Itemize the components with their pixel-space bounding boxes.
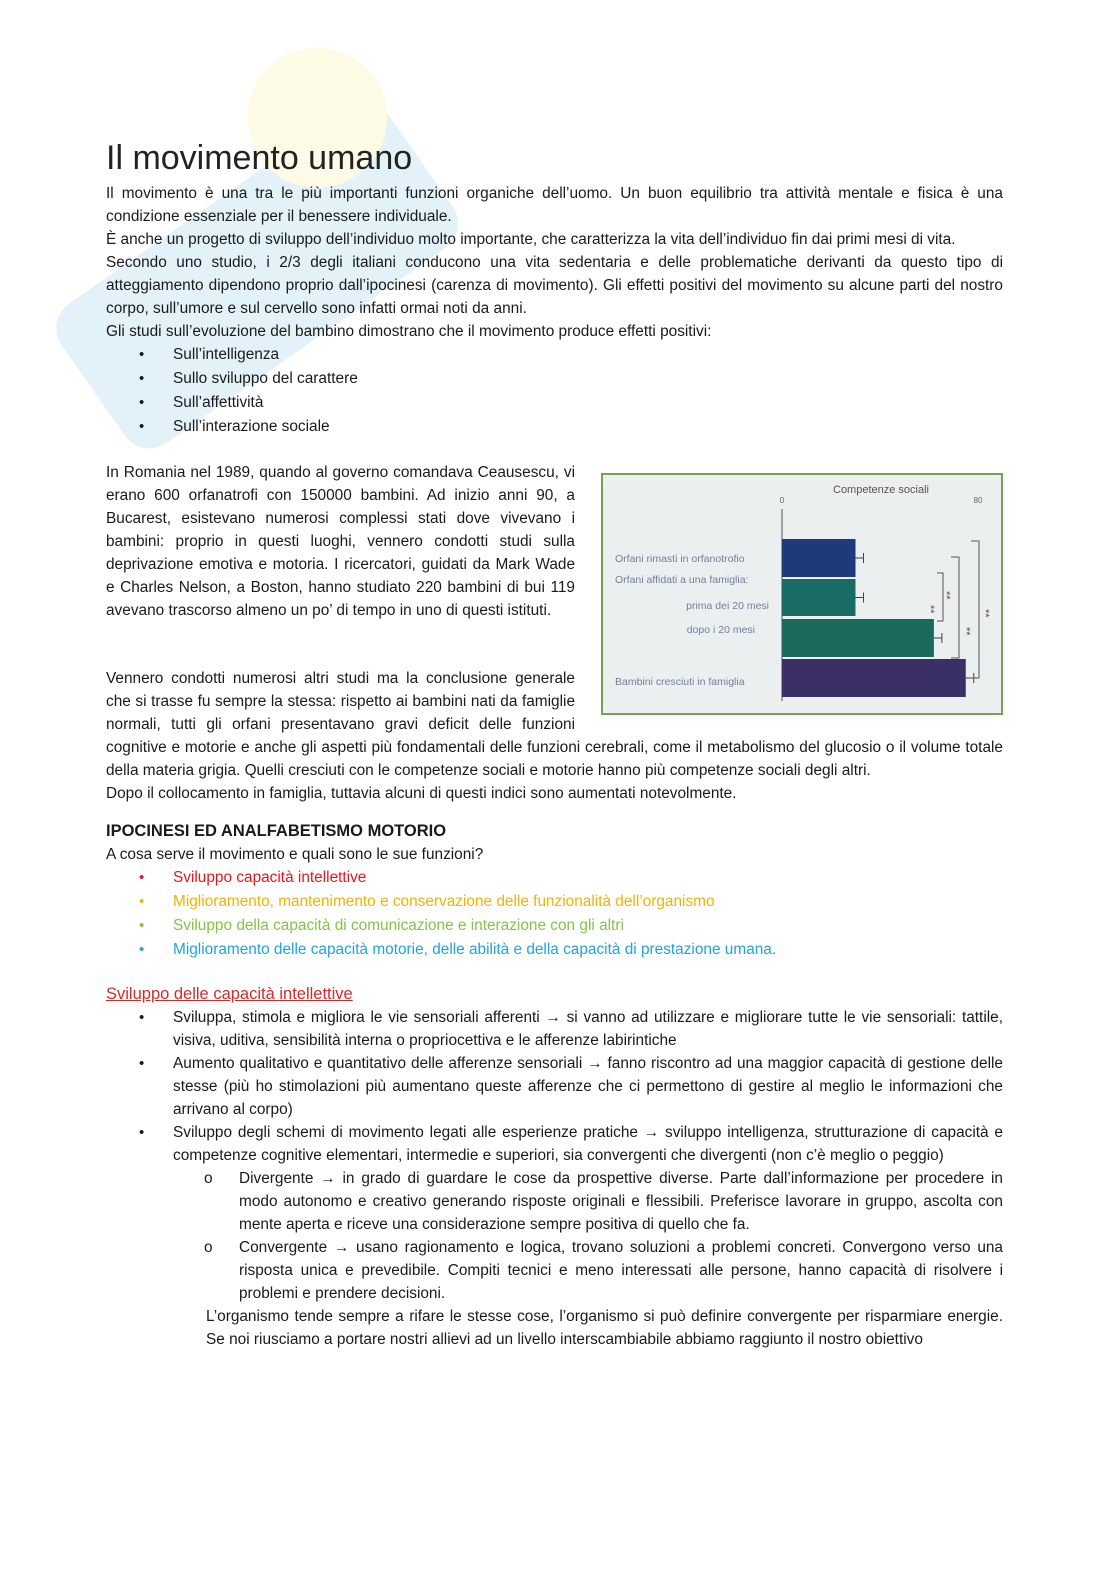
intro-paragraph: È anche un progetto di sviluppo dell’individuo molto importante, che caratterizza la vita dell’individuo fin dai primi mesi di vita. bbox=[106, 231, 956, 248]
list-item: o Divergente → in grado di guardare le cose da prospettive diverse. Parte dall’informazione per procedere in modo autonomo e creativo generando risposte originali e flessibili. Preferisce lavorare in gruppo, ascolta con mente aperta e riceve una considerazione sempre positiva di quello che fa. bbox=[172, 1167, 1003, 1236]
significance-marker: ** bbox=[960, 627, 972, 636]
chart-bar bbox=[782, 619, 934, 657]
chart-title: Competenze sociali bbox=[833, 484, 929, 496]
function-item: • Miglioramento, mantenimento e conservazione delle funzionalità dell’organismo bbox=[106, 890, 1003, 914]
intro-paragraph: Gli studi sull’evoluzione del bambino dimostrano che il movimento produce effetti positivi: bbox=[106, 323, 712, 340]
social-skills-chart bbox=[601, 473, 1003, 715]
section-heading: IPOCINESI ED ANALFABETISMO MOTORIO bbox=[106, 822, 447, 840]
function-item: • Sviluppo capacità intellettive bbox=[106, 866, 1003, 890]
list-item: o Convergente → usano ragionamento e logica, trovano soluzioni a problemi concreti. Convergono verso una risposta unica e prevedibile. Compiti tecnici e meno interessati alle persone, hanno capacità di risolvere i problemi e prendere decisioni. bbox=[172, 1236, 1003, 1305]
list-item: • Sviluppa, stimola e migliora le vie sensoriali afferenti → si vanno ad utilizzare e migliorare tutte le vie sensoriali: tattile, visiva, uditiva, sensibilità interna o propriocettiva e le afferenze labirintiche bbox=[106, 1006, 1003, 1052]
section-question: A cosa serve il movimento e quali sono le sue funzioni? bbox=[106, 846, 484, 863]
tick-label: 80 bbox=[973, 496, 983, 505]
thinking-types-list bbox=[106, 1167, 1003, 1305]
function-item: • Sviluppo della capacità di comunicazione e interazione con gli altri bbox=[106, 914, 1003, 938]
chart-bar bbox=[782, 659, 966, 697]
list-item: • Sull’interazione sociale bbox=[106, 415, 1003, 439]
page-title: Il movimento umano bbox=[106, 139, 413, 177]
category-label: Bambini cresciuti in famiglia bbox=[615, 676, 745, 688]
group-label: Orfani affidati a una famiglia: bbox=[615, 574, 749, 586]
category-label: dopo i 20 mesi bbox=[686, 624, 755, 636]
chart-bar bbox=[782, 579, 856, 616]
chart-bar bbox=[782, 539, 856, 577]
closing-paragraph: L’organismo tende sempre a rifare le stesse cose, l’organismo si può definire convergente per risparmiare energie. Se noi riusciamo a portare nostri allievi ad un livello interscambiabile abbiamo raggiunto il nostro obiettivo bbox=[206, 1308, 1003, 1348]
document-page bbox=[106, 136, 1003, 1351]
significance-marker: ** bbox=[924, 605, 936, 614]
significance-marker: ** bbox=[979, 609, 991, 618]
romania-paragraph: In Romania nel 1989, quando al governo comandava Ceausescu, vi erano 600 orfanatrofi con 150000 bambini. Ad inizio anni 90, a Bucarest, esistevano numerosi complessi stati dove vivevano i bambini: proprio in questi luoghi, vennero condotti studi sulla deprivazione emotiva e motoria. I ricercatori, guidati da Mark Wade e Charles Nelson, a Boston, hanno studiato 220 bambini di bui 119 avevano trascorso almeno un po’ di tempo in uno di questi istituti. bbox=[106, 464, 575, 619]
list-item: • Sullo sviluppo del carattere bbox=[106, 367, 1003, 391]
significance-marker: ** bbox=[940, 591, 952, 600]
list-item: • Aumento qualitativo e quantitativo delle afferenze sensoriali → fanno riscontro ad una maggior capacità di gestione delle stesse (più ho stimolazioni più aumentano queste afferenze che ci permettono di gestire al meglio le informazioni che arrivano al corpo) bbox=[106, 1052, 1003, 1121]
subsection-heading: Sviluppo delle capacità intellettive bbox=[106, 985, 353, 1003]
category-label: Orfani rimasti in orfanotrofio bbox=[615, 553, 745, 565]
category-label: prima dei 20 mesi bbox=[686, 600, 769, 612]
effects-list bbox=[106, 343, 1003, 439]
function-item: • Miglioramento delle capacità motorie, delle abilità e della capacità di prestazione umana. bbox=[106, 938, 1003, 962]
studies-paragraph: Vennero condotti numerosi altri studi ma la conclusione generale che si trasse fu sempre la stessa: rispetto ai bambini nati da famiglie normali, tutti gli orfani presentavano gravi deficit delle funzioni cognitive e motorie e anche gli aspetti più fondamentali delle funzioni cerebrali, come il metabolismo del glucosio o il volume totale della materia grigia. Quelli cresciuti con le competenze sociali e motorie hanno più competenze sociali degli altri. bbox=[106, 670, 1003, 779]
tick-label: 0 bbox=[779, 496, 785, 505]
after-paragraph: Dopo il collocamento in famiglia, tuttavia alcuni di questi indici sono aumentati notevolmente. bbox=[106, 785, 737, 802]
intellect-list bbox=[106, 1006, 1003, 1167]
list-item: • Sull’intelligenza bbox=[106, 343, 1003, 367]
list-item: • Sviluppo degli schemi di movimento legati alle esperienze pratiche → sviluppo intelligenza, strutturazione di capacità e competenze cognitive elementari, intermedie e superiori, sia convergenti che divergenti (non c’è meglio o peggio) bbox=[106, 1121, 1003, 1167]
intro-paragraph: Il movimento è una tra le più importanti funzioni organiche dell’uomo. Un buon equilibrio tra attività mentale e fisica è una condizione essenziale per il benessere individuale. bbox=[106, 185, 1003, 225]
functions-list bbox=[106, 866, 1003, 962]
intro-paragraph: Secondo uno studio, i 2/3 degli italiani conducono una vita sedentaria e delle problematiche derivanti da questo tipo di atteggiamento dipendono proprio dall’ipocinesi (carenza di movimento). Gli effetti positivi del movimento su alcune parti del nostro corpo, sull’umore e sul cervello sono infatti ormai noti da anni. bbox=[106, 254, 1003, 317]
list-item: • Sull’affettività bbox=[106, 391, 1003, 415]
